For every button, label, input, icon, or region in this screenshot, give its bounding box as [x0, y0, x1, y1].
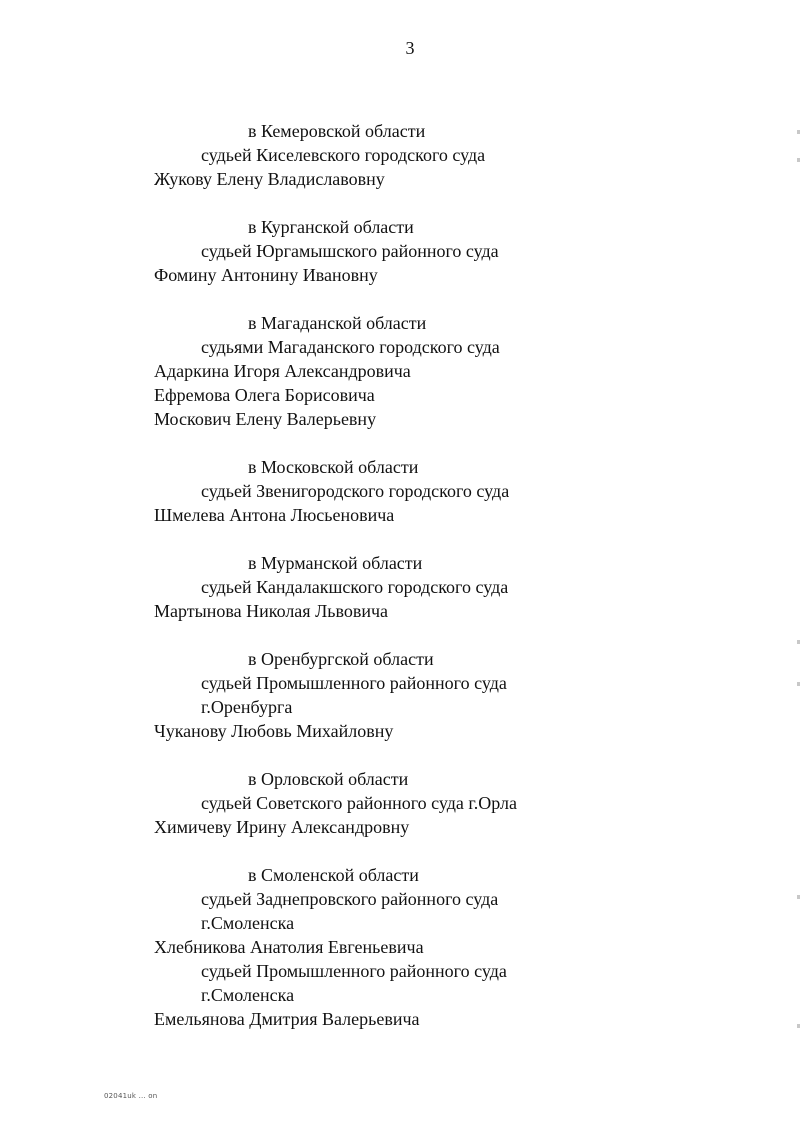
court-city: г.Смоленска: [201, 913, 295, 933]
region-heading: в Смоленской области: [248, 865, 419, 885]
section-kemerovo: [0, 119, 800, 191]
region-heading: в Магаданской области: [248, 313, 427, 333]
region-heading: в Московской области: [248, 457, 419, 477]
region-heading: в Мурманской области: [248, 553, 423, 573]
region-heading: в Курганской области: [248, 217, 414, 237]
section-moscow-oblast: [0, 455, 800, 527]
section-kurgan: [0, 215, 800, 287]
page-number: 3: [405, 38, 415, 58]
region-heading: в Орловской области: [248, 769, 409, 789]
appointee-name: Адаркина Игоря Александровича: [154, 361, 411, 381]
court-position: судьей Советского районного суда г.Орла: [201, 793, 518, 813]
appointee-name: Химичеву Ирину Александровну: [154, 817, 410, 837]
section-smolensk: [0, 863, 800, 1031]
appointee-name: Жукову Елену Владиславовну: [154, 169, 385, 189]
section-magadan: [0, 311, 800, 431]
appointee-name: Емельянова Дмитрия Валерьевича: [154, 1009, 420, 1029]
court-position: судьей Звенигородского городского суда: [201, 481, 510, 501]
footer-document-code: 02041uk ... on: [104, 1092, 158, 1100]
appointee-name: Фомину Антонину Ивановну: [154, 265, 378, 285]
court-position: судьей Промышленного районного суда: [201, 961, 507, 981]
court-position: судьями Магаданского городского суда: [201, 337, 500, 357]
court-position: судьей Кандалакшского городского суда: [201, 577, 509, 597]
court-position: судьей Киселевского городского суда: [201, 145, 486, 165]
appointment-list: [0, 119, 800, 1055]
region-heading: в Кемеровской области: [248, 121, 426, 141]
court-position: судьей Заднепровского районного суда: [201, 889, 499, 909]
appointee-name: Хлебникова Анатолия Евгеньевича: [154, 937, 424, 957]
court-position: судьей Юргамышского районного суда: [201, 241, 499, 261]
appointee-name: Чуканову Любовь Михайловну: [154, 721, 394, 741]
appointee-name: Мартынова Николая Львовича: [154, 601, 389, 621]
section-orenburg: [0, 647, 800, 743]
appointee-name: Москович Елену Валерьевну: [154, 409, 377, 429]
court-position: судьей Промышленного районного суда: [201, 673, 507, 693]
appointee-name: Ефремова Олега Борисовича: [154, 385, 375, 405]
court-city: г.Оренбурга: [201, 697, 293, 717]
section-murmansk: [0, 551, 800, 623]
court-city: г.Смоленска: [201, 985, 295, 1005]
region-heading: в Оренбургской области: [248, 649, 434, 669]
section-oryol: [0, 767, 800, 839]
appointee-name: Шмелева Антона Люсьеновича: [154, 505, 395, 525]
